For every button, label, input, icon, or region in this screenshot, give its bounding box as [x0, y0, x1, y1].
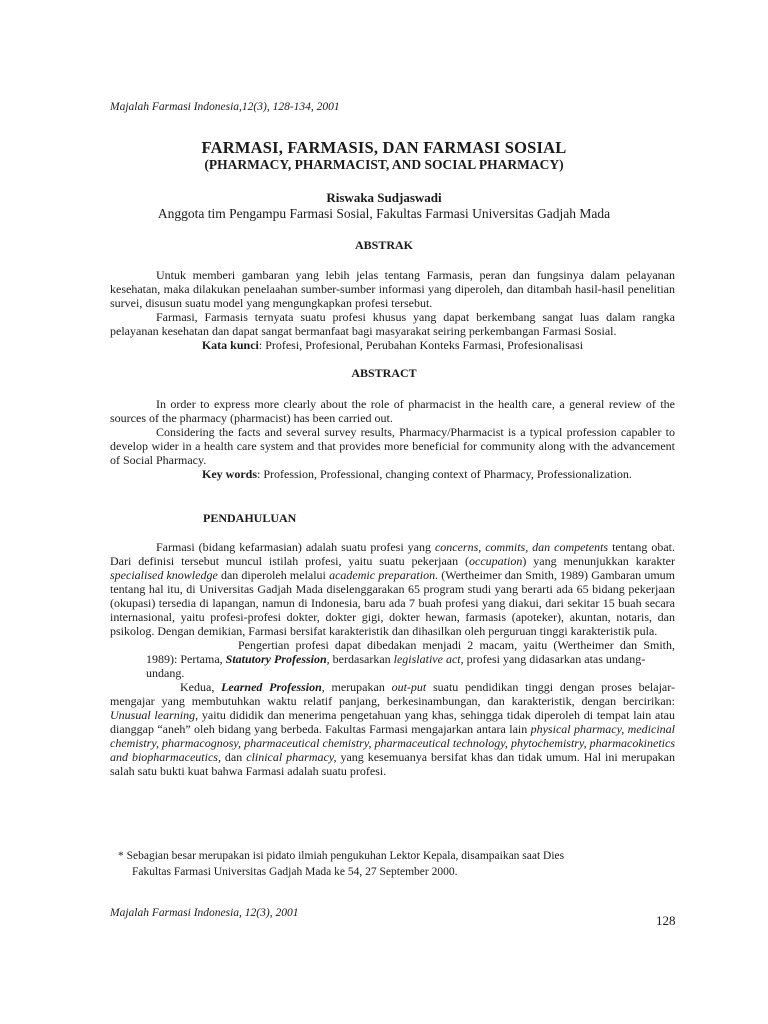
paper-title: FARMASI, FARMASIS, DAN FARMASI SOSIAL — [201, 138, 567, 157]
abstract-paragraph-1: In order to express more clearly about the role of pharmacist in the health care, a general review of the sources of the pharmacy (pharmacist) has been carried out. — [110, 397, 675, 425]
abstrak-section — [110, 268, 675, 352]
intro-p3-italic-f: Unusual learning — [110, 708, 196, 722]
intro-p3-italic-h: physical pharmacy, medicinal chemistry, pharmacognosy, pharmaceutical chemistry, pharmaceutical technology, phytochemistry, pharmacokinetics and biopharmaceutics, — [110, 722, 675, 764]
intro-p2-italic-d: legislative act — [393, 652, 461, 666]
intro-p3-text-g: , yaitu dididik dan menerima pengetahuan yang khas, sehingga tidak diperoleh di tempat lain atau dianggap “aneh” oleh bidang yang berbeda. Fakultas Farmasi mengajarkan antara lain — [110, 708, 675, 736]
intro-paragraph-2 — [110, 638, 675, 666]
intro-p2-bold-italic-b: Statutory Profession — [225, 652, 327, 666]
intro-p1-italic-b: concerns, commits, dan competents — [434, 540, 609, 554]
intro-p1-text-g: dan diperoleh melalui — [217, 568, 330, 582]
author-name: Riswaka Sudjaswadi — [326, 190, 442, 205]
abstract-keywords — [110, 467, 675, 481]
intro-p1-text-i: (Wertheimer dan Smith, 1989) Gambaran umum tentang hal itu, di Universitas Gadjah Mada diselenggarakan 65 program studi yang berarti ada 65 bidang pekerjaan (okupasi) tersedia di lapangan, namun di Indonesia, baru ada 7 buah profesi yang diakui, dari sekitar 15 buah secara internasional, yaitu profesi-profesi dokter, dokter gigi, dokter hewan, farmasis (apoteker), akuntan, notaris, dan psikolog. Dengan demikian, Farmasi bersifat karakteristik dan dihasilkan oleh perguruan tinggi karakteristik pula. — [110, 568, 675, 638]
intro-p1-text-c: tentang obat. Dari definisi tersebut muncul istilah profesi, yaitu suatu pekerjaan ( — [110, 540, 676, 568]
abstract-paragraph-2: Considering the facts and several survey results, Pharmacy/Pharmacist is a typical profession capabler to develop wider in a health care system and that provides more beneficial for community along with the advancement of Social Pharmacy. — [110, 425, 675, 467]
abstrak-heading: ABSTRAK — [354, 238, 413, 252]
abstract-heading: ABSTRACT — [351, 366, 417, 380]
intro-p2-text-a: Pengertian profesi dapat dibedakan menjadi 2 macam, yaitu (Wertheimer dan Smith, 1989): Pertama, — [146, 638, 675, 666]
header-journal-reference: Majalah Farmasi Indonesia,12(3), 128-134, 2001 — [110, 101, 340, 113]
abstrak-paragraph-2: Farmasi, Farmasis ternyata suatu profesi khusus yang dapat berkembang sangat luas dalam rangka pelayanan kesehatan dan dapat sangat bermanfaat bagi masyarakat seiring perkembangan Farmasi Sosial. — [110, 310, 675, 338]
intro-p3-text-c: , merupakan — [321, 680, 392, 694]
intro-paragraph-3 — [110, 680, 675, 778]
intro-p1-italic-f: specialised knowledge — [110, 568, 218, 582]
author-affiliation: Anggota tim Pengampu Farmasi Sosial, Fakultas Farmasi Universitas Gadjah Mada — [157, 206, 611, 221]
intro-p3-text-e: suatu pendidikan tinggi dengan proses belajar-mengajar yang membutuhkan waktu relatif panjang, berkesinambungan, dan karakteristik, dengan bercirikan: — [110, 680, 676, 708]
abstrak-keywords — [110, 338, 675, 352]
footnote — [118, 848, 698, 880]
pendahuluan-section — [110, 540, 675, 778]
paper-title-english: (PHARMACY, PHARMACIST, AND SOCIAL PHARMACY) — [204, 157, 564, 172]
intro-paragraph-2-end: undang. — [146, 666, 185, 680]
intro-p3-italic-d: out-put — [391, 680, 427, 694]
footnote-line-1: * Sebagian besar merupakan isi pidato ilmiah pengukuhan Lektor Kepala, disampaikan saat Dies — [118, 850, 565, 862]
intro-p2-text-c: , berdasarkan — [326, 652, 394, 666]
footer-journal-reference: Majalah Farmasi Indonesia, 12(3), 2001 — [110, 907, 299, 919]
abstrak-paragraph-1: Untuk memberi gambaran yang lebih jelas tentang Farmasis, peran dan fungsinya dalam pelayanan kesehatan, maka dilakukan penelaahan sumber-sumber informasi yang diperoleh, dan ditambah hasil-hasil penelitian survei, disusun suatu model yang mengungkapkan profesi tersebut. — [110, 268, 675, 310]
pendahuluan-heading: PENDAHULUAN — [203, 511, 297, 525]
intro-p3-text-k: yang kesemuanya bersifat khas dan tidak umum. Hal ini merupakan salah satu bukti kuat bahwa Farmasi adalah suatu profesi. — [110, 750, 675, 778]
page-number: 128 — [656, 913, 676, 928]
abstract-section — [110, 397, 675, 481]
intro-p2-text-e: , profesi yang didasarkan atas undang- — [460, 652, 646, 666]
intro-p1-text-a: Farmasi (bidang kefarmasian) adalah suatu profesi yang — [156, 540, 435, 554]
abstrak-keywords-text: : Profesi, Profesional, Perubahan Konteks Farmasi, Profesionalisasi — [258, 338, 584, 352]
intro-p1-text-e: ) yang menunjukkan karakter — [522, 554, 675, 568]
intro-p3-bold-italic-b: Learned Profession — [221, 680, 322, 694]
abstract-keywords-label: Key words — [202, 467, 257, 481]
intro-p3-text-i: dan — [220, 750, 247, 764]
intro-p3-text-a: Kedua, — [180, 680, 222, 694]
intro-p3-italic-j: clinical pharmacy, — [246, 750, 337, 764]
abstrak-keywords-label: Kata kunci — [201, 338, 259, 352]
footnote-line-2: Fakultas Farmasi Universitas Gadjah Mada ke 54, 27 September 2000. — [132, 866, 458, 878]
intro-p1-italic-h: academic preparation. — [329, 568, 439, 582]
intro-paragraph-1 — [110, 540, 675, 638]
intro-p1-italic-d: occupation — [469, 554, 523, 568]
abstract-keywords-text: : Profession, Professional, changing context of Pharmacy, Professionalization. — [257, 467, 632, 481]
